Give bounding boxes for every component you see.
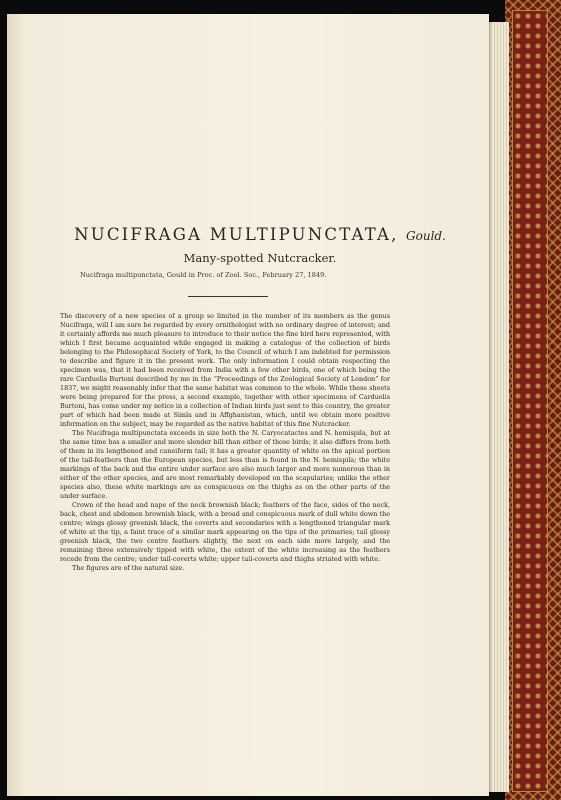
species-name: NUCIFRAGA MULTIPUNCTATA, — [74, 225, 399, 244]
species-title — [60, 225, 460, 244]
synonymy-reference: Nucifraga multipunctata, Gould in Proc. of Zool. Soc., February 27, 1849. — [80, 271, 327, 279]
paragraph: The figures are of the natural size. — [72, 564, 185, 572]
paragraph: The discovery of a new species of a group so limited in the number of its members as the genus Nucifraga, will I am sure be regarded by every ornithologist with no ordinary degree of interest; and it certainly affords me much pleasure to introduce to their notice the fine bird here represented, with which I first became acquainted while engaged in making a catalogue of the collection of birds belonging to the Philosophical Society of York, to the Council of which I am indebted for permission to describe and figure it in the present work. The only information I could obtain respecting the specimen was, that it had been received from India with a few other birds, one of which being the rare Carduelis Burtoni described by me in the “Proceedings of the Zoological Society of London” for 1837, we might reasonably infer that the same habitat was common to the whole. While these sheets were being prepared for the press, a second example, together with other specimens of Carduelis Burtoni, has come under my notice in a collection of Indian birds just sent to this country, the greater part of which had been made at Simla and in Affghanistan, which, until we obtain more positive information on the subject, may be regarded as the native habitat of this fine Nutcracker. — [60, 312, 390, 428]
species-author: Gould. — [406, 229, 446, 243]
divider-rule — [188, 296, 268, 297]
paragraph: The Nucifraga multipunctata exceeds in size both the N. Caryocatactes and N. hemispila, but at the same time has a smaller and more slender bill than either of those birds; it also differs from both of them in its lengthened and cuneiform tail; it has a greater quantity of white on the apical portion of the tail-feathers than the European species, but less than is found in the N. hemispila; the white markings of the back and the entire under surface are also much larger and more numerous than in either of the other species, and are most remarkably developed on the scapularies; unlike the other species also, these white markings are as conspicuous on the thighs as on the other parts of the under surface. — [60, 429, 390, 500]
common-name: Many-spotted Nutcracker. — [183, 251, 337, 265]
binding-ornament — [512, 10, 548, 792]
paragraph: Crown of the head and nape of the neck brownish black; feathers of the face, sides of the neck, back, chest and abdomen brownish black, with a broad and conspicuous mark of dull white down the centre; wings glossy greenish black, the coverts and secondaries with a lengthened triangular mark of white at the tip, a faint trace of a similar mark appearing on the tips of the primaries; tail glossy greenish black, the two centre feathers slightly, the next on each side more largely, and the remaining three extensively tipped with white, the extent of the white increasing as the feathers recede from the centre; under tail-coverts white; upper tail-coverts and thighs striated with white. — [60, 501, 390, 563]
body-text — [60, 312, 390, 573]
